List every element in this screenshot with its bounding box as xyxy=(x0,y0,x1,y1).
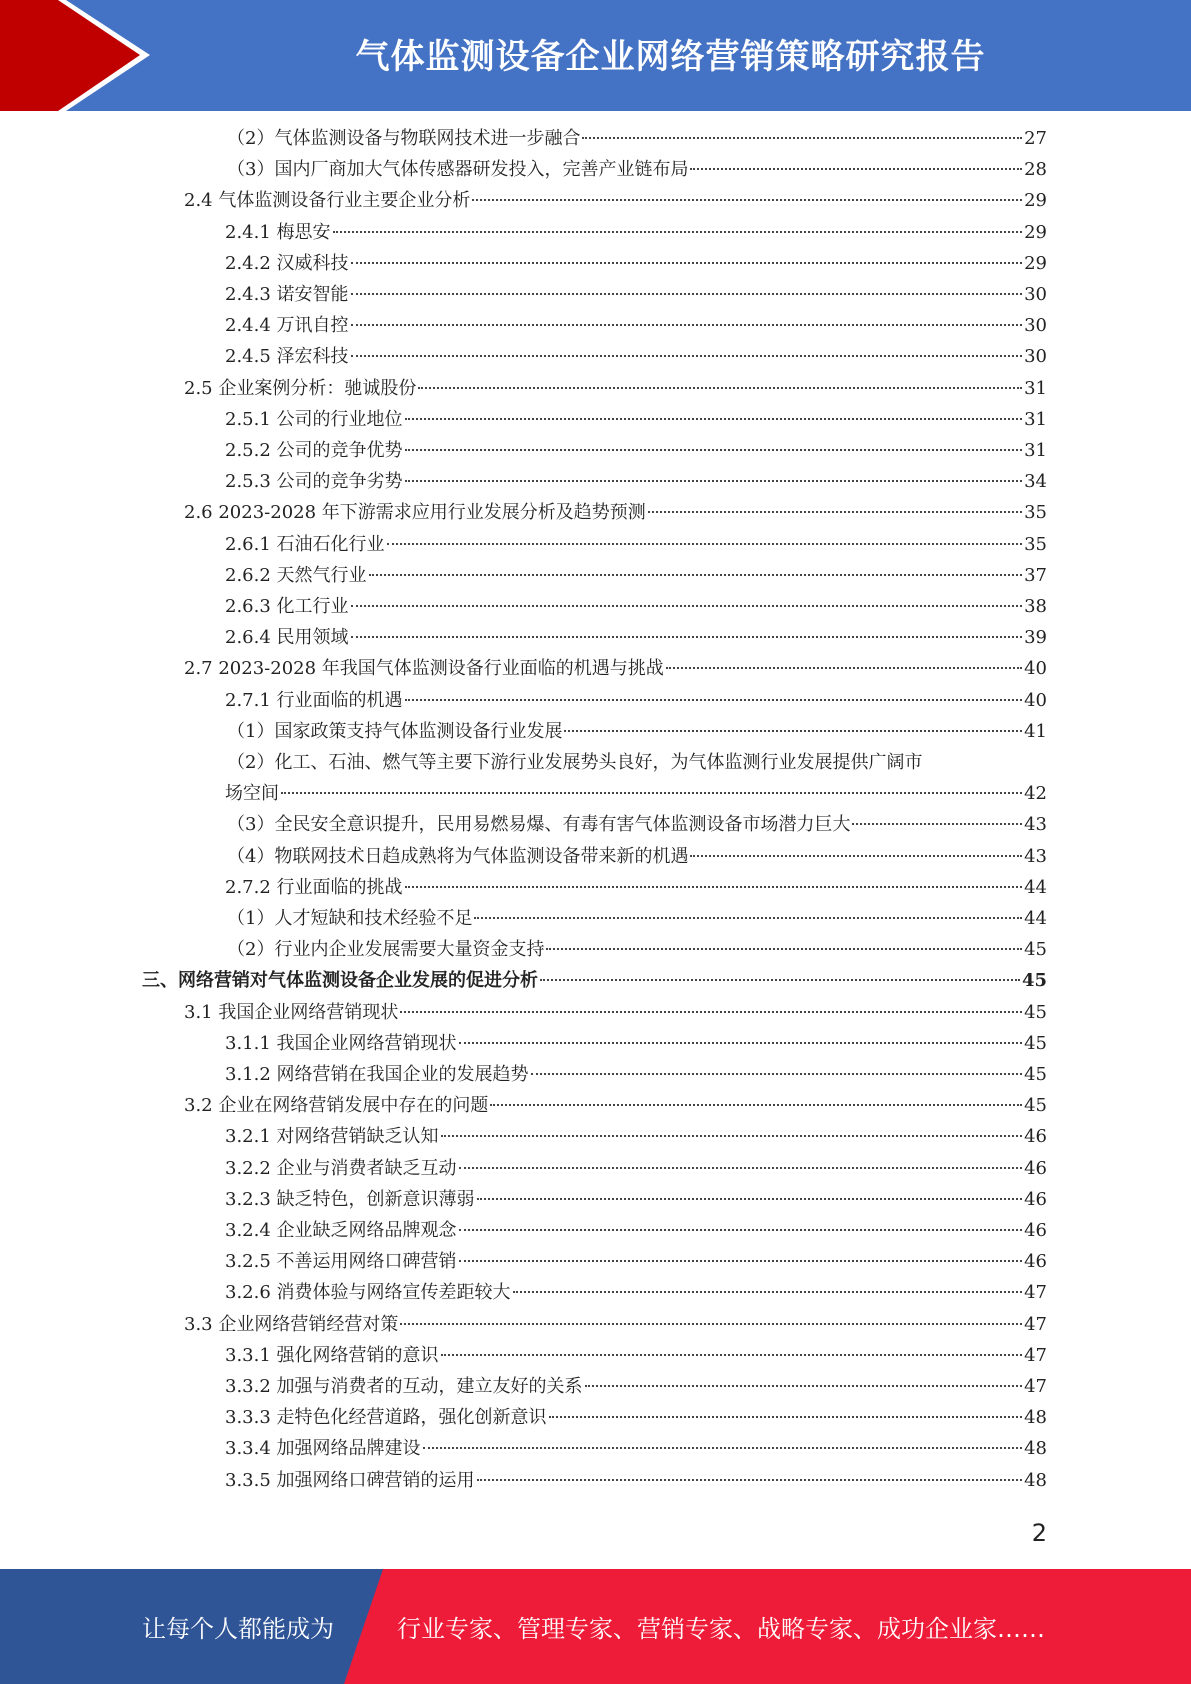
toc-entry[interactable] xyxy=(227,126,1047,152)
toc-leader-dots xyxy=(477,1198,1023,1200)
toc-leader-dots xyxy=(351,293,1023,295)
toc-entry[interactable] xyxy=(225,1218,1047,1244)
toc-entry-title: 2.7.2 行业面临的挑战 xyxy=(225,876,403,898)
toc-entry[interactable] xyxy=(227,157,1047,183)
toc-entry-title: 2.7 2023-2028 年我国气体监测设备行业面临的机遇与挑战 xyxy=(184,658,664,680)
toc-entry-page: 30 xyxy=(1024,315,1047,337)
toc-entry[interactable] xyxy=(184,656,1047,682)
toc-entry[interactable] xyxy=(225,781,1047,807)
toc-entry-title: （4）物联网技术日趋成熟将为气体监测设备带来新的机遇 xyxy=(227,845,689,867)
toc-entry[interactable] xyxy=(225,1468,1047,1494)
toc-leader-dots xyxy=(690,168,1022,170)
toc-entry-page: 47 xyxy=(1024,1344,1047,1366)
toc-entry-title: 场空间 xyxy=(225,783,279,805)
toc-entry[interactable] xyxy=(225,1156,1047,1182)
toc-leader-dots xyxy=(400,1011,1022,1013)
toc-entry-title: 2.4.3 诺安智能 xyxy=(225,284,349,305)
toc-entry-title: 2.4 气体监测设备行业主要企业分析 xyxy=(184,190,471,212)
toc-entry[interactable] xyxy=(225,438,1047,464)
toc-entry-title: 2.5.2 公司的竞争优势 xyxy=(225,440,403,461)
toc-entry[interactable] xyxy=(227,906,1047,932)
toc-leader-dots xyxy=(459,1042,1023,1044)
toc-leader-dots xyxy=(333,231,1023,233)
toc-entry-title: 2.6.1 石油石化行业 xyxy=(225,533,385,555)
toc-entry-title: 3.1.2 网络营销在我国企业的发展趋势 xyxy=(225,1064,529,1085)
toc-leader-dots xyxy=(666,667,1022,669)
toc-entry-title: 2.5.1 公司的行业地位 xyxy=(225,408,403,430)
toc-leader-dots xyxy=(472,199,1022,201)
toc-leader-dots xyxy=(351,324,1023,326)
footer-slogan-right: 行业专家、管理专家、营销专家、战略专家、成功企业家…… xyxy=(397,1615,1045,1643)
toc-entry-page: 29 xyxy=(1024,252,1047,274)
toc-entry-title: 2.5 企业案例分析：驰诚股份 xyxy=(184,377,417,399)
toc-entry[interactable] xyxy=(184,1093,1047,1119)
toc-leader-dots xyxy=(477,1479,1023,1481)
toc-entry-title: （3）国内厂商加大气体传感器研发投入，完善产业链布局 xyxy=(227,159,689,181)
toc-entry[interactable] xyxy=(225,688,1047,714)
toc-entry-title: 2.7.1 行业面临的机遇 xyxy=(225,689,403,711)
toc-entry-page: 46 xyxy=(1024,1188,1047,1210)
toc-entry[interactable] xyxy=(225,594,1047,620)
toc-entry-title: 3.2.4 企业缺乏网络品牌观念 xyxy=(225,1220,457,1241)
toc-entry-title: 2.6 2023-2028 年下游需求应用行业发展分析及趋势预测 xyxy=(184,502,646,524)
toc-leader-dots xyxy=(546,948,1022,950)
toc-entry[interactable] xyxy=(142,968,1047,994)
toc-entry-page: 44 xyxy=(1024,876,1047,898)
toc-leader-dots xyxy=(540,979,1020,981)
toc-entry-title: 三、网络营销对气体监测设备企业发展的促进分析 xyxy=(142,970,538,992)
toc-entry[interactable] xyxy=(184,376,1047,402)
toc-entry-page: 45 xyxy=(1021,970,1047,992)
toc-entry[interactable] xyxy=(225,407,1047,433)
toc-leader-dots xyxy=(549,1416,1023,1418)
footer-banner xyxy=(0,1569,1191,1684)
page-number: 2 xyxy=(1031,1519,1047,1547)
toc-leader-dots xyxy=(852,823,1022,825)
toc-entry-page: 48 xyxy=(1024,1469,1047,1491)
toc-leader-dots xyxy=(459,1260,1023,1262)
toc-leader-dots xyxy=(585,1385,1023,1387)
toc-entry[interactable] xyxy=(227,812,1047,838)
toc-entry-page: 39 xyxy=(1024,627,1047,649)
toc-entry[interactable] xyxy=(227,937,1047,963)
toc-entry-title: 2.4.5 泽宏科技 xyxy=(225,346,349,368)
toc-entry-page: 40 xyxy=(1024,658,1047,680)
toc-entry-title: 3.2.2 企业与消费者缺乏互动 xyxy=(225,1157,457,1179)
toc-entry-page: 45 xyxy=(1024,1064,1047,1085)
toc-entry-title: 3.2.3 缺乏特色，创新意识薄弱 xyxy=(225,1188,475,1210)
toc-entry-page: 35 xyxy=(1024,502,1047,524)
toc-leader-dots xyxy=(405,699,1023,701)
toc-leader-dots xyxy=(513,1291,1023,1293)
toc-entry-page: 47 xyxy=(1024,1313,1047,1335)
toc-entry-title: 2.6.3 化工行业 xyxy=(225,596,349,617)
toc-entry[interactable] xyxy=(184,500,1047,526)
toc-leader-dots xyxy=(351,262,1023,264)
toc-entry-page: 31 xyxy=(1024,408,1047,430)
toc-entry-page: 47 xyxy=(1024,1376,1047,1397)
toc-entry-page: 46 xyxy=(1024,1251,1047,1273)
toc-leader-dots xyxy=(405,418,1023,420)
toc-entry-title: 2.4.2 汉威科技 xyxy=(225,252,349,274)
toc-entry-title: （1）国家政策支持气体监测设备行业发展 xyxy=(227,720,563,742)
toc-entry-page: 38 xyxy=(1024,596,1047,617)
chevron-icon xyxy=(0,0,160,111)
toc-leader-dots xyxy=(582,137,1022,139)
toc-entry[interactable] xyxy=(225,344,1047,370)
toc-entry-page: 45 xyxy=(1024,1095,1047,1117)
toc-leader-dots xyxy=(474,917,1022,919)
toc-leader-dots xyxy=(369,574,1023,576)
toc-leader-dots xyxy=(405,449,1023,451)
toc-leader-dots xyxy=(441,1354,1023,1356)
toc-leader-dots xyxy=(531,1073,1023,1075)
toc-entry-page: 31 xyxy=(1024,377,1047,399)
toc-entry[interactable] xyxy=(227,844,1047,870)
toc-entry-page: 45 xyxy=(1024,1032,1047,1054)
toc-entry[interactable] xyxy=(227,750,1047,776)
toc-entry[interactable] xyxy=(225,469,1047,495)
toc-entry-title: 3.3.5 加强网络口碑营销的运用 xyxy=(225,1469,475,1491)
toc-entry-page: 46 xyxy=(1024,1126,1047,1148)
toc-entry-page: 40 xyxy=(1024,689,1047,711)
toc-entry-page: 48 xyxy=(1024,1438,1047,1460)
toc-entry[interactable] xyxy=(225,1124,1047,1150)
toc-entry-title: 2.5.3 公司的竞争劣势 xyxy=(225,471,403,493)
toc-entry-page: 29 xyxy=(1024,190,1047,212)
toc-entry[interactable] xyxy=(225,220,1047,246)
toc-entry[interactable] xyxy=(225,1031,1047,1057)
toc-leader-dots xyxy=(387,543,1023,545)
toc-entry-title: （3）全民安全意识提升，民用易燃易爆、有毒有害气体监测设备市场潜力巨大 xyxy=(227,814,851,836)
toc-leader-dots xyxy=(490,1104,1022,1106)
toc-entry[interactable] xyxy=(225,875,1047,901)
toc-entry-title: 3.2.1 对网络营销缺乏认知 xyxy=(225,1126,439,1148)
toc-entry-page: 43 xyxy=(1024,814,1047,836)
toc-entry[interactable] xyxy=(225,313,1047,339)
toc-leader-dots xyxy=(405,886,1023,888)
toc-leader-dots xyxy=(351,355,1023,357)
toc-entry-title: 3.2 企业在网络营销发展中存在的问题 xyxy=(184,1095,489,1117)
toc-entry-page: 31 xyxy=(1024,440,1047,461)
toc-entry[interactable] xyxy=(225,532,1047,558)
toc-entry-page: 30 xyxy=(1024,346,1047,368)
toc-entry-title: 3.3.2 加强与消费者的互动，建立友好的关系 xyxy=(225,1376,583,1397)
toc-entry-page: 45 xyxy=(1024,1001,1047,1023)
toc-leader-dots xyxy=(459,1167,1023,1169)
toc-entry-page: 43 xyxy=(1024,845,1047,867)
toc-entry-page: 41 xyxy=(1024,720,1047,742)
toc-entry-page: 44 xyxy=(1024,908,1047,929)
toc-leader-dots xyxy=(564,730,1022,732)
toc-entry-page: 34 xyxy=(1024,471,1047,493)
toc-entry[interactable] xyxy=(225,1187,1047,1213)
toc-entry-page: 42 xyxy=(1024,783,1047,805)
report-title: 气体监测设备企业网络营销策略研究报告 xyxy=(355,36,986,77)
toc-entry[interactable] xyxy=(225,1374,1047,1400)
toc-leader-dots xyxy=(459,1229,1023,1231)
toc-leader-dots xyxy=(281,792,1022,794)
toc-entry-title: （2）气体监测设备与物联网技术进一步融合 xyxy=(227,128,581,149)
toc-entry[interactable] xyxy=(225,1280,1047,1306)
toc-entry-title: 3.3 企业网络营销经营对策 xyxy=(184,1313,399,1335)
toc-entry-title: 2.6.4 民用领域 xyxy=(225,627,349,649)
header-banner xyxy=(0,0,1191,111)
toc-entry-title: （2）行业内企业发展需要大量资金支持 xyxy=(227,939,545,961)
toc-entry-page: 27 xyxy=(1024,128,1047,149)
toc-leader-dots xyxy=(648,511,1022,513)
toc-entry-page: 45 xyxy=(1024,939,1047,961)
toc-entry-title: 2.4.1 梅思安 xyxy=(225,221,331,243)
toc-entry-page: 47 xyxy=(1024,1282,1047,1304)
toc-leader-dots xyxy=(400,1323,1022,1325)
toc-entry[interactable] xyxy=(184,188,1047,214)
toc-leader-dots xyxy=(351,636,1023,638)
toc-entry-title: 3.1 我国企业网络营销现状 xyxy=(184,1001,399,1023)
toc-entry[interactable] xyxy=(184,1000,1047,1026)
footer-slogan-left: 让每个人都能成为 xyxy=(142,1615,334,1643)
toc-entry-title: （1）人才短缺和技术经验不足 xyxy=(227,908,473,929)
toc-entry-page: 29 xyxy=(1024,221,1047,243)
toc-entry[interactable] xyxy=(184,1312,1047,1338)
toc-leader-dots xyxy=(441,1135,1023,1137)
toc-entry[interactable] xyxy=(227,719,1047,745)
toc-entry-page: 30 xyxy=(1024,284,1047,305)
toc-leader-dots xyxy=(351,605,1023,607)
toc-leader-dots xyxy=(423,1447,1023,1449)
toc-entry[interactable] xyxy=(225,563,1047,589)
toc-entry[interactable] xyxy=(225,1062,1047,1088)
toc-entry-page: 48 xyxy=(1024,1407,1047,1429)
toc-entry-page: 35 xyxy=(1024,533,1047,555)
toc-entry-title: 3.2.5 不善运用网络口碑营销 xyxy=(225,1251,457,1273)
toc-entry-title: 3.2.6 消费体验与网络宣传差距较大 xyxy=(225,1282,511,1304)
toc-entry-title: 3.3.4 加强网络品牌建设 xyxy=(225,1438,421,1460)
toc-entry-title: （2）化工、石油、燃气等主要下游行业发展势头良好，为气体监测行业发展提供广阔市 xyxy=(227,752,923,773)
toc-entry-title: 2.6.2 天然气行业 xyxy=(225,564,367,586)
toc-entry-title: 2.4.4 万讯自控 xyxy=(225,315,349,337)
toc-entry[interactable] xyxy=(225,282,1047,308)
toc-entry-page: 28 xyxy=(1024,159,1047,181)
toc-entry-page: 37 xyxy=(1024,564,1047,586)
toc-entry[interactable] xyxy=(225,625,1047,651)
toc-entry[interactable] xyxy=(225,1249,1047,1275)
toc-entry-title: 3.3.1 强化网络营销的意识 xyxy=(225,1344,439,1366)
toc-entry-page: 46 xyxy=(1024,1220,1047,1241)
toc-entry[interactable] xyxy=(225,1436,1047,1462)
toc-entry-title: 3.3.3 走特色化经营道路，强化创新意识 xyxy=(225,1407,547,1429)
toc-entry[interactable] xyxy=(225,251,1047,277)
toc-leader-dots xyxy=(405,480,1023,482)
toc-leader-dots xyxy=(690,855,1022,857)
toc-entry-page: 46 xyxy=(1024,1157,1047,1179)
toc-entry[interactable] xyxy=(225,1343,1047,1369)
toc-leader-dots xyxy=(418,387,1022,389)
toc-entry[interactable] xyxy=(225,1405,1047,1431)
toc-entry-title: 3.1.1 我国企业网络营销现状 xyxy=(225,1032,457,1054)
